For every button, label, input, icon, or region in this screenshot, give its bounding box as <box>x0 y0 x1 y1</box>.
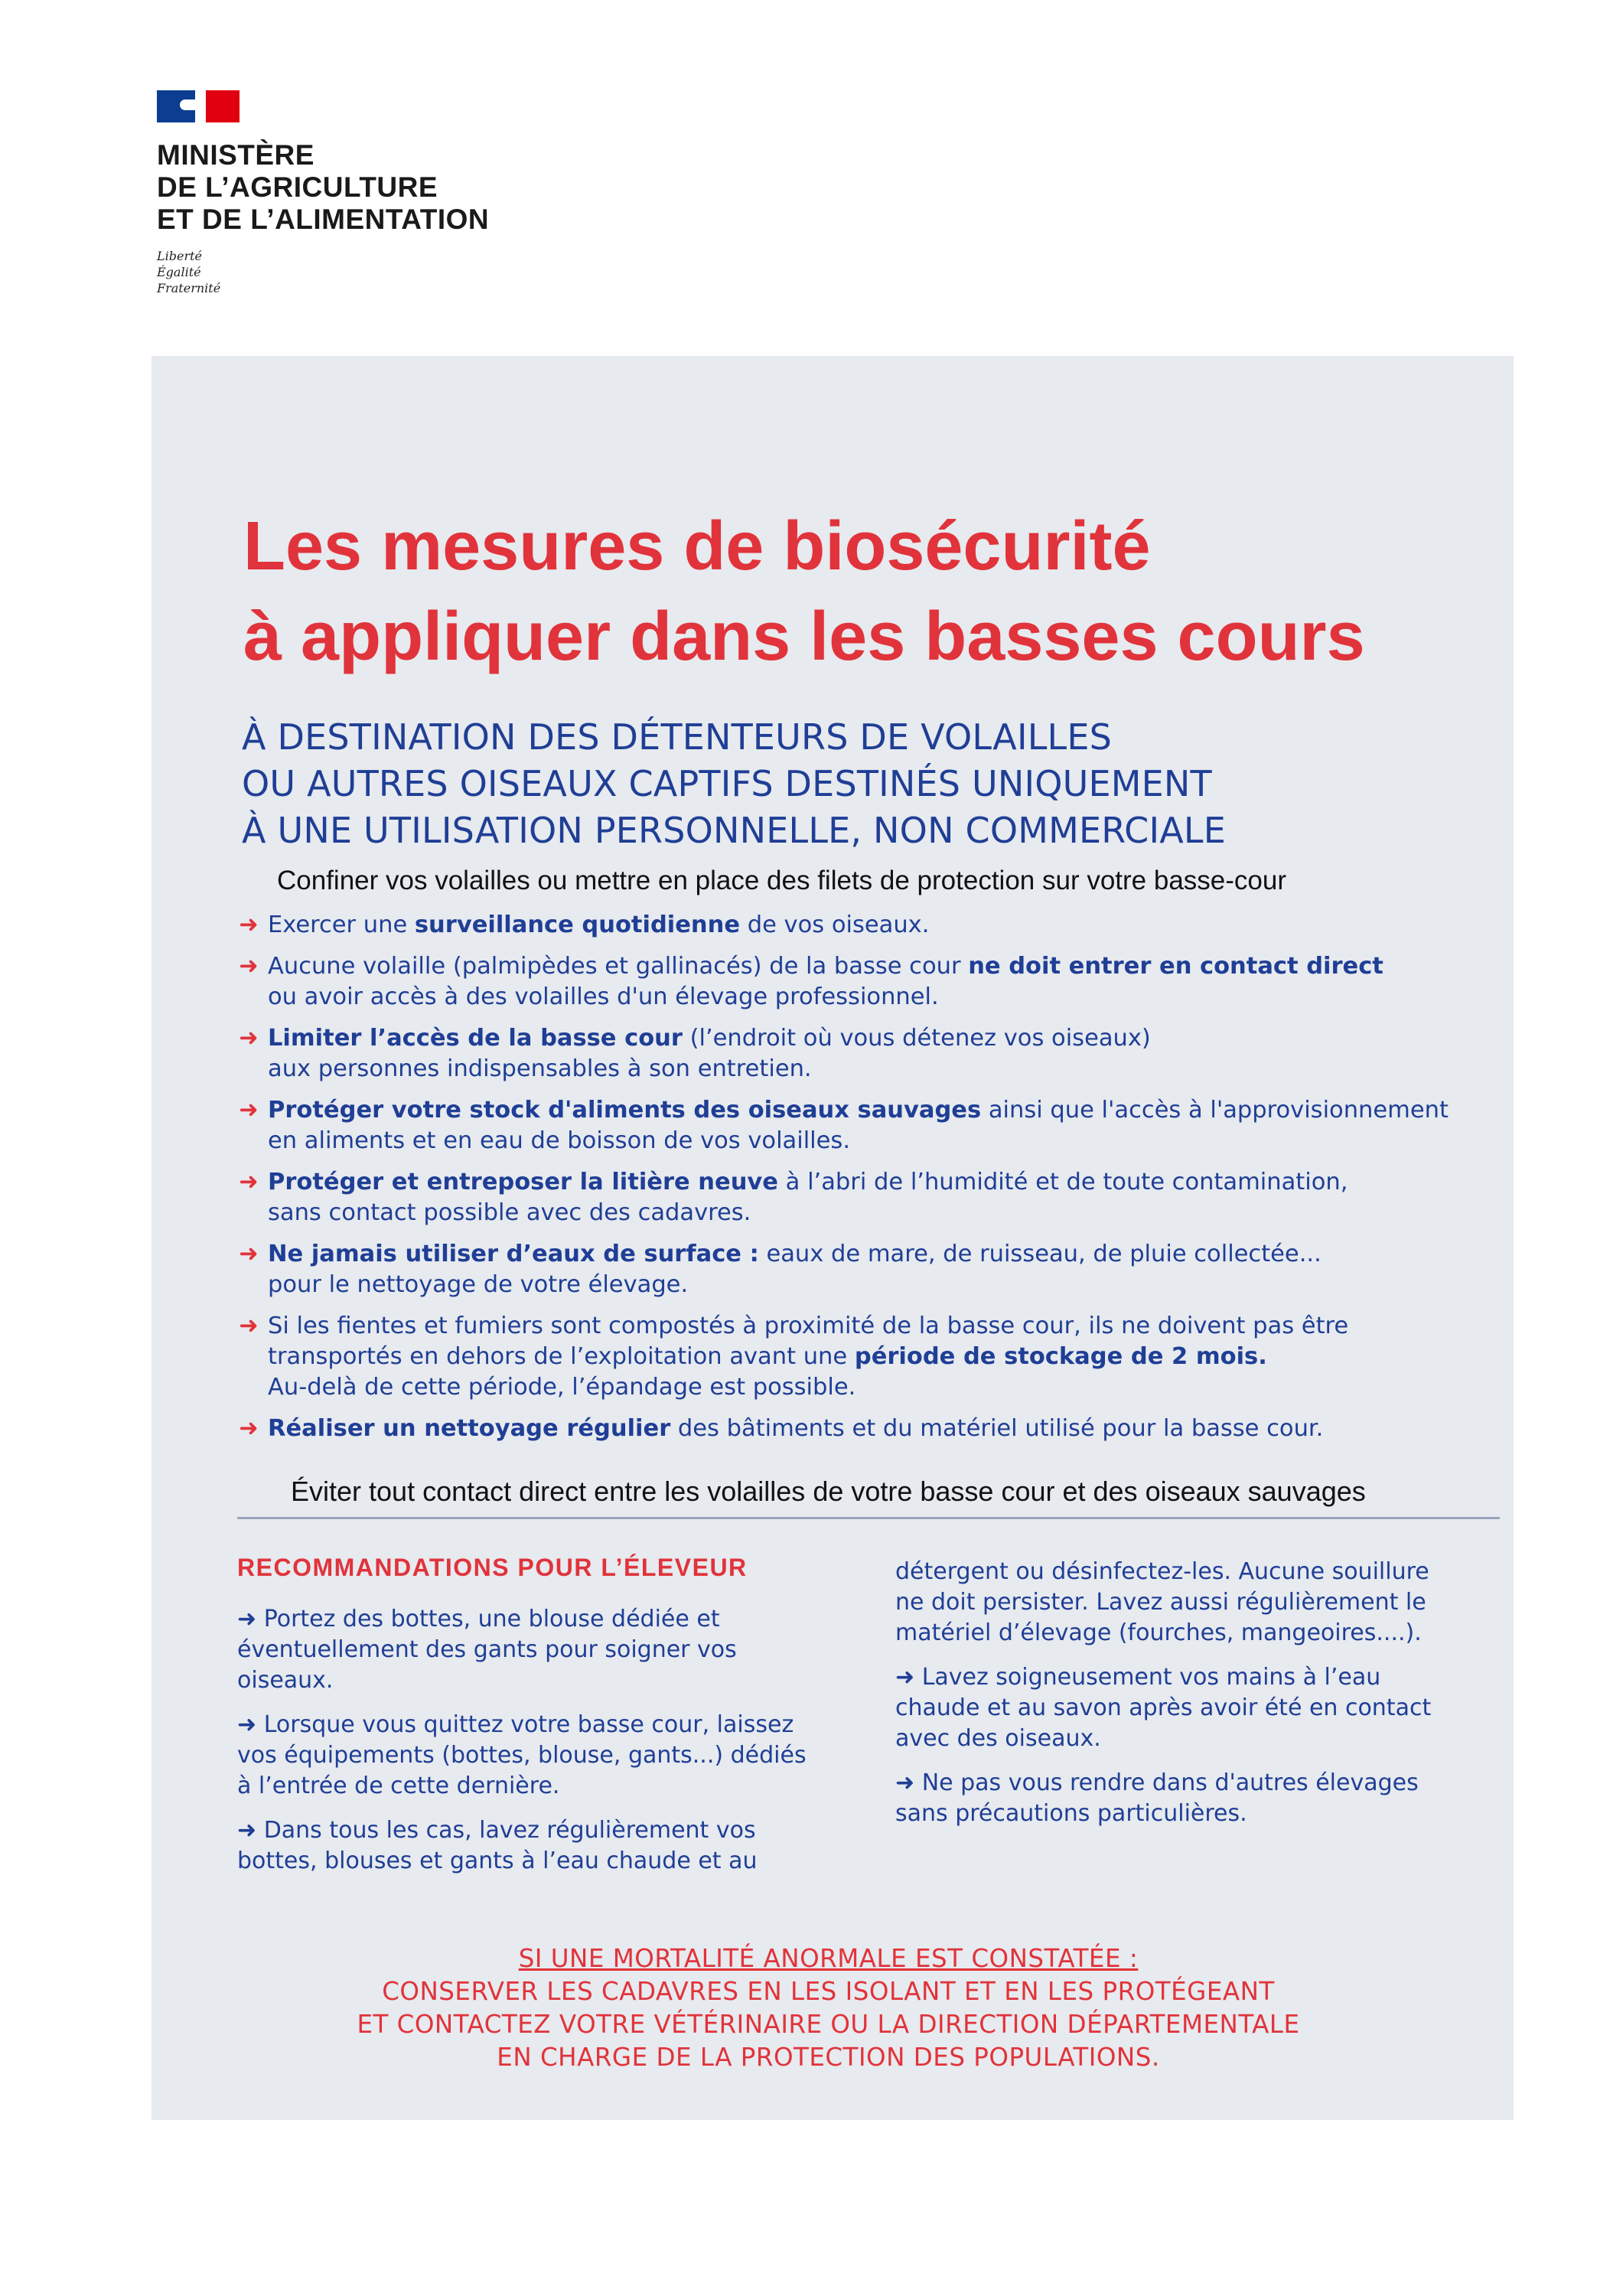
marianne-flag-icon <box>157 90 240 122</box>
measure-line <box>268 1126 1494 1156</box>
measure-text: transportés en dehors de l’exploitation avant une <box>268 1343 855 1370</box>
recommendations-right-column <box>895 1557 1431 1843</box>
measure-emphasis: surveillance quotidienne <box>414 912 741 938</box>
recommendation-text: Portez des bottes, une blouse dédiée et <box>263 1606 720 1632</box>
measure-line <box>268 1342 1494 1372</box>
ministry-name: MINISTÈRE DE L’AGRICULTURE ET DE L’ALIMENTATION <box>157 139 490 235</box>
measure-item <box>239 1023 1494 1084</box>
ministry-logo <box>157 90 489 296</box>
measure-text: des bâtiments et du matériel utilisé pour la basse cour. <box>670 1415 1324 1442</box>
measure-item <box>239 1167 1494 1228</box>
recommendation-line <box>895 1693 1431 1724</box>
measure-line <box>268 1167 1494 1198</box>
measure-item <box>239 910 1494 941</box>
arrow-right-icon: ➜ <box>239 1313 259 1339</box>
arrow-right-icon: ➜ <box>895 1664 915 1691</box>
arrow-right-icon: ➜ <box>237 1606 257 1632</box>
recommendation-item <box>237 1815 807 1877</box>
recommendation-text: Dans tous les cas, lavez régulièrement vos <box>263 1817 756 1844</box>
recommendation-text: vos équipements (bottes, blouse, gants...) dédiés <box>237 1742 807 1769</box>
measure-item <box>239 1239 1494 1300</box>
recommendation-line <box>237 1846 807 1877</box>
measure-text: pour le nettoyage de votre élevage. <box>268 1271 689 1298</box>
measure-item <box>239 1311 1494 1403</box>
recommendation-line <box>237 1665 807 1696</box>
alert-heading: SI UNE MORTALITÉ ANORMALE EST CONSTATÉE : <box>518 1944 1139 1973</box>
republic-motto: Liberté Égalité Fraternité <box>157 249 221 295</box>
recommendation-line <box>895 1587 1431 1618</box>
recommendations-heading: RECOMMANDATIONS POUR L’ÉLEVEUR <box>237 1554 748 1581</box>
measure-text: aux personnes indispensables à son entretien. <box>268 1055 812 1082</box>
measure-text: à l’abri de l’humidité et de toute contamination, <box>777 1169 1348 1195</box>
wild-bird-contact-warning: Éviter tout contact direct entre les volailles de votre basse cour et des oiseaux sauvages <box>291 1476 1366 1507</box>
measure-line <box>268 910 1494 941</box>
measure-line <box>268 1023 1494 1054</box>
measure-line <box>268 1270 1494 1300</box>
arrow-right-icon: ➜ <box>237 1817 257 1844</box>
measure-emphasis: Protéger votre stock d'aliments des oiseaux sauvages <box>268 1097 982 1124</box>
recommendation-text: à l’entrée de cette dernière. <box>237 1773 560 1799</box>
arrow-right-icon: ➜ <box>239 1097 259 1124</box>
page-title: Les mesures de biosécurité à appliquer dans les basses cours <box>243 508 1365 675</box>
alert-line: EN CHARGE DE LA PROTECTION DES POPULATIONS. <box>497 2043 1160 2072</box>
measure-text: Si les fientes et fumiers sont compostés à proximité de la basse cour, ils ne doivent pas être <box>268 1313 1349 1339</box>
measure-text: ou avoir accès à des volailles d'un élevage professionnel. <box>268 983 939 1010</box>
recommendation-line <box>237 1740 807 1771</box>
measure-text: en aliments et en eau de boisson de vos volailles. <box>268 1127 851 1154</box>
measure-line <box>268 1198 1494 1228</box>
measure-text: Au-delà de cette période, l’épandage est possible. <box>268 1374 856 1401</box>
recommendation-line <box>237 1771 807 1802</box>
arrow-right-icon: ➜ <box>239 912 259 938</box>
confinement-instruction: Confiner vos volailles ou mettre en place des filets de protection sur votre basse-cour <box>277 866 1286 895</box>
recommendation-text: matériel d’élevage (fourches, mangeoires....). <box>895 1619 1422 1646</box>
recommendation-text: sans précautions particulières. <box>895 1800 1247 1827</box>
arrow-right-icon: ➜ <box>239 1169 259 1195</box>
recommendation-text: Lorsque vous quittez votre basse cour, laissez <box>263 1711 794 1738</box>
recommendation-line <box>895 1768 1431 1799</box>
measure-text: ainsi que l'accès à l'approvisionnement <box>981 1097 1449 1124</box>
recommendation-item <box>237 1604 807 1696</box>
measure-line <box>268 982 1494 1013</box>
measure-line <box>268 951 1494 982</box>
measure-line <box>268 1372 1494 1403</box>
arrow-right-icon: ➜ <box>239 1241 259 1267</box>
arrow-right-icon: ➜ <box>237 1711 257 1738</box>
measure-item <box>239 1414 1494 1444</box>
recommendation-text: éventuellement des gants pour soigner vos <box>237 1636 737 1663</box>
measure-emphasis: Protéger et entreposer la litière neuve <box>268 1169 778 1195</box>
recommendation-text: oiseaux. <box>237 1667 334 1694</box>
recommendation-text: ne doit persister. Lavez aussi régulièrement le <box>895 1589 1426 1616</box>
measure-text: sans contact possible avec des cadavres. <box>268 1199 751 1226</box>
alert-line: CONSERVER LES CADAVRES EN LES ISOLANT ET EN LES PROTÉGEANT <box>382 1977 1275 2006</box>
recommendation-line <box>237 1635 807 1665</box>
measure-emphasis: ne doit entrer en contact direct <box>968 953 1383 980</box>
recommendation-line <box>237 1604 807 1635</box>
recommendation-line <box>237 1710 807 1740</box>
measure-text: de vos oiseaux. <box>740 912 930 938</box>
measure-text: Aucune volaille (palmipèdes et gallinacés) de la basse cour <box>268 953 969 980</box>
recommendation-text: avec des oiseaux. <box>895 1725 1101 1752</box>
measure-line <box>268 1414 1494 1444</box>
recommendation-text: chaude et au savon après avoir été en contact <box>895 1694 1432 1721</box>
recommendation-line <box>895 1557 1431 1587</box>
measure-line <box>268 1311 1494 1342</box>
recommendation-line <box>895 1799 1431 1829</box>
arrow-right-icon: ➜ <box>895 1769 915 1796</box>
recommendation-line <box>895 1724 1431 1754</box>
recommendation-text: Ne pas vous rendre dans d'autres élevages <box>921 1769 1419 1796</box>
audience-subtitle: À DESTINATION DES DÉTENTEURS DE VOLAILLES OU AUTRES OISEAUX CAPTIFS DESTINÉS UNIQUEMENT À UNE UTILISATION PERSONNELLE, NON COMMERCIALE <box>242 716 1226 851</box>
mortality-alert <box>191 1942 1465 2074</box>
arrow-right-icon: ➜ <box>239 1025 259 1052</box>
measure-text: (l’endroit où vous détenez vos oiseaux) <box>682 1025 1151 1052</box>
measure-line <box>268 1054 1494 1084</box>
biosecurity-measures-list <box>239 910 1494 1444</box>
measure-line <box>268 1239 1494 1270</box>
measure-emphasis: Ne jamais utiliser d’eaux de surface : <box>268 1241 759 1267</box>
measure-emphasis: Limiter l’accès de la basse cour <box>268 1025 683 1052</box>
measure-emphasis: période de stockage de 2 mois. <box>854 1343 1267 1370</box>
measure-item <box>239 1095 1494 1156</box>
recommendation-item <box>895 1768 1431 1829</box>
arrow-right-icon: ➜ <box>239 953 259 980</box>
recommendation-line <box>895 1618 1431 1649</box>
recommendation-item <box>895 1662 1431 1754</box>
measure-item <box>239 951 1494 1013</box>
recommendation-text: bottes, blouses et gants à l’eau chaude et au <box>237 1848 758 1874</box>
recommendation-line <box>237 1815 807 1846</box>
measure-line <box>268 1095 1494 1126</box>
recommendation-item <box>237 1710 807 1802</box>
measure-text: eaux de mare, de ruisseau, de pluie collectée... <box>758 1241 1322 1267</box>
section-divider <box>237 1517 1500 1519</box>
recommendation-text: détergent ou désinfectez-les. Aucune souillure <box>895 1558 1429 1585</box>
recommendation-item <box>895 1557 1431 1649</box>
measure-emphasis: Réaliser un nettoyage régulier <box>268 1415 671 1442</box>
recommendations-left-column <box>237 1604 807 1890</box>
recommendation-text: Lavez soigneusement vos mains à l’eau <box>921 1664 1381 1691</box>
arrow-right-icon: ➜ <box>239 1415 259 1442</box>
alert-line: ET CONTACTEZ VOTRE VÉTÉRINAIRE OU LA DIRECTION DÉPARTEMENTALE <box>357 2010 1300 2039</box>
recommendation-line <box>895 1662 1431 1693</box>
measure-text: Exercer une <box>268 912 415 938</box>
